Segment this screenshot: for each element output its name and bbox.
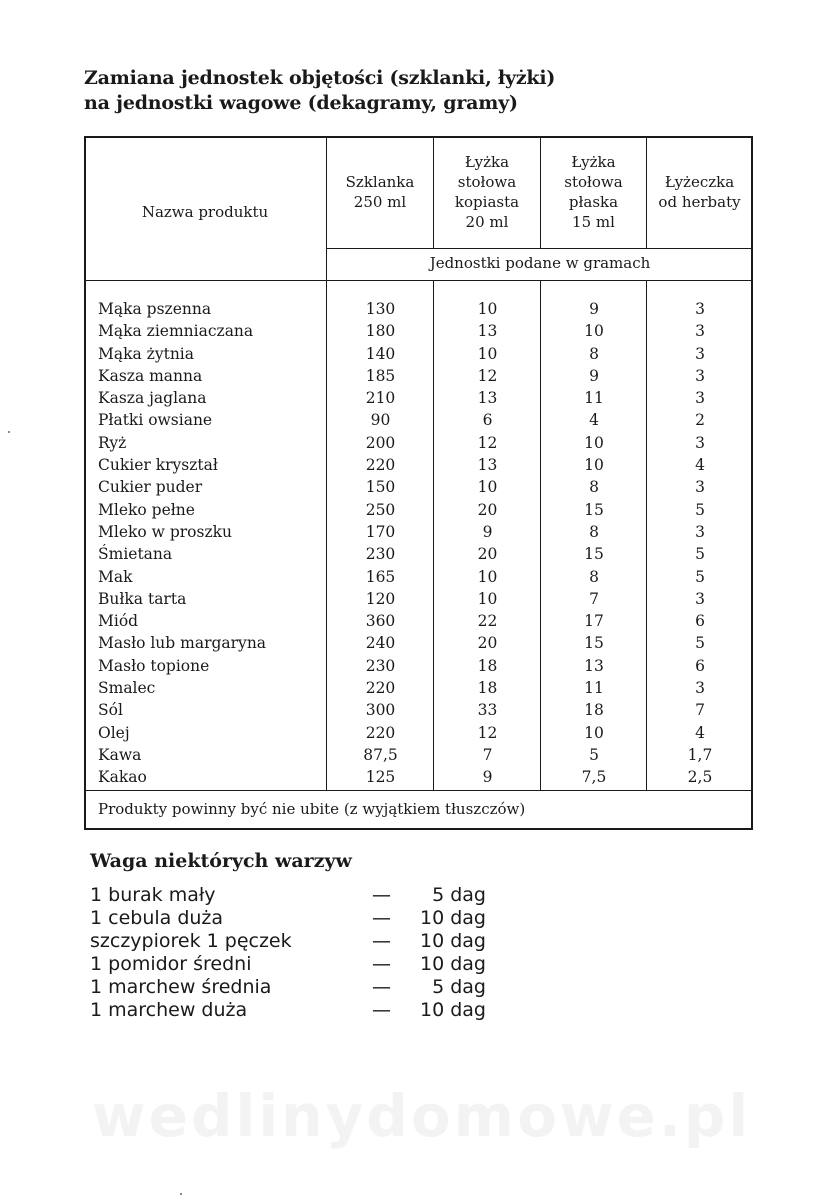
vegetable-weight: 10 dag <box>420 930 486 952</box>
cell-value: 4 <box>589 411 599 430</box>
watermark: wedlinydomowe.pl <box>92 1082 752 1150</box>
cell-value: 12 <box>477 366 498 385</box>
header-lyzka-kopiasta-l2: stołowa <box>457 173 517 191</box>
list-item <box>90 953 510 976</box>
header-lyzka-plaska <box>541 152 646 232</box>
cell-value: 3 <box>695 366 705 385</box>
cell-value: 230 <box>365 545 396 564</box>
cell-value: 11 <box>584 389 604 408</box>
cell-value: 10 <box>477 478 498 497</box>
cell-value: 13 <box>477 389 498 408</box>
cell-value: 9 <box>589 366 599 385</box>
conversion-table <box>84 136 753 830</box>
header-lyzka-plaska-l4: 15 ml <box>572 213 615 231</box>
product-name: Śmietana <box>98 545 173 564</box>
cell-value: 200 <box>365 433 396 452</box>
header-rule-units <box>326 248 753 249</box>
cell-value: 5 <box>695 545 705 564</box>
cell-value: 180 <box>365 322 396 341</box>
cell-value: 10 <box>584 322 604 341</box>
header-product: Nazwa produktu <box>141 203 269 221</box>
cell-value: 125 <box>365 768 396 787</box>
table-row <box>84 766 753 788</box>
separator-dash: — <box>372 953 391 975</box>
cell-value: 20 <box>477 500 498 519</box>
cell-value: 5 <box>695 500 705 519</box>
cell-value: 15 <box>584 634 604 653</box>
cell-value: 5 <box>695 634 705 653</box>
product-name: Smalec <box>98 679 156 698</box>
header-lyzka-plaska-l3: płaska <box>568 193 619 211</box>
title-line-2: na jednostki wagowe (dekagramy, gramy) <box>84 92 518 114</box>
cell-value: 3 <box>695 433 705 452</box>
list-item <box>90 976 510 999</box>
cell-value: 8 <box>589 522 599 541</box>
cell-value: 3 <box>695 589 705 608</box>
footnote-rule <box>84 790 753 791</box>
cell-value: 17 <box>584 612 604 631</box>
table-row <box>84 298 753 320</box>
table-row <box>84 655 753 677</box>
cell-value: 10 <box>584 456 604 475</box>
scan-speck <box>8 431 10 433</box>
cell-value: 360 <box>365 612 396 631</box>
cell-value: 3 <box>695 522 705 541</box>
page-title <box>84 66 724 116</box>
cell-value: 3 <box>695 679 705 698</box>
cell-value: 3 <box>695 389 705 408</box>
vegetable-weight: 10 dag <box>420 999 486 1021</box>
product-name: Cukier puder <box>98 478 203 497</box>
table-row <box>84 499 753 521</box>
cell-value: 12 <box>477 723 498 742</box>
product-name: Sól <box>98 701 123 720</box>
cell-value: 7 <box>589 589 599 608</box>
product-name: Kasza jaglana <box>98 389 207 408</box>
cell-value: 20 <box>477 545 498 564</box>
table-row <box>84 387 753 409</box>
product-name: Kasza manna <box>98 366 203 385</box>
cell-value: 11 <box>584 679 604 698</box>
cell-value: 10 <box>477 300 498 318</box>
cell-value: 33 <box>477 701 498 720</box>
vegetable-name: 1 cebula duża <box>90 907 224 929</box>
cell-value: 7 <box>482 745 493 764</box>
cell-value: 10 <box>584 723 604 742</box>
cell-value: 7 <box>695 701 705 720</box>
product-name: Mleko w proszku <box>98 522 233 541</box>
table-row <box>84 432 753 454</box>
cell-value: 8 <box>589 344 599 363</box>
header-szklanka <box>327 172 433 212</box>
cell-value: 18 <box>477 656 498 675</box>
cell-value: 9 <box>482 768 493 787</box>
cell-value: 18 <box>477 679 498 698</box>
product-name: Mleko pełne <box>98 500 195 519</box>
product-name: Ryż <box>98 433 127 452</box>
cell-value: 300 <box>365 701 396 720</box>
cell-value: 5 <box>589 745 599 764</box>
product-name: Mak <box>98 567 133 586</box>
header-szklanka-l1: Szklanka <box>345 173 415 191</box>
table-row <box>84 699 753 721</box>
cell-value: 13 <box>477 322 498 341</box>
cell-value: 250 <box>365 500 396 519</box>
cell-value: 6 <box>695 656 705 675</box>
cell-value: 120 <box>365 589 396 608</box>
separator-dash: — <box>372 930 391 952</box>
list-item <box>90 907 510 930</box>
units-note: Jednostki podane w gramach <box>429 254 651 272</box>
cell-value: 22 <box>477 612 498 631</box>
header-rule-bottom <box>84 280 753 281</box>
cell-value: 1,7 <box>687 745 713 764</box>
vegetable-name: 1 marchew duża <box>90 999 248 1021</box>
table-row <box>84 521 753 543</box>
separator-dash: — <box>372 884 391 906</box>
cell-value: 240 <box>365 634 396 653</box>
cell-value: 2 <box>695 411 705 430</box>
table-footnote: Produkty powinny być nie ubite (z wyjątkiem tłuszczów) <box>98 800 526 818</box>
cell-value: 8 <box>589 567 599 586</box>
table-row <box>84 409 753 431</box>
product-name: Kakao <box>98 768 147 787</box>
table-border-bottom <box>84 828 753 830</box>
cell-value: 8 <box>589 478 599 497</box>
separator-dash: — <box>372 999 391 1021</box>
product-name: Miód <box>98 612 139 631</box>
vegetable-weight: 5 dag <box>432 976 486 998</box>
cell-value: 6 <box>695 612 705 631</box>
table-row <box>84 543 753 565</box>
cell-value: 10 <box>584 433 604 452</box>
cell-value: 10 <box>477 567 498 586</box>
cell-value: 140 <box>365 344 396 363</box>
table-border-top <box>84 136 753 138</box>
cell-value: 230 <box>365 656 396 675</box>
table-row <box>84 744 753 766</box>
vegetables-title: Waga niektórych warzyw <box>90 850 352 872</box>
product-name: Mąka ziemniaczana <box>98 322 254 341</box>
cell-value: 87,5 <box>363 745 398 764</box>
cell-value: 12 <box>477 433 498 452</box>
cell-value: 9 <box>589 300 599 318</box>
cell-value: 3 <box>695 344 705 363</box>
header-lyzka-kopiasta-l3: kopiasta <box>454 193 520 211</box>
list-item <box>90 884 510 907</box>
product-name: Olej <box>98 723 130 742</box>
list-item <box>90 999 510 1022</box>
header-lyzka-kopiasta-l1: Łyżka <box>464 153 510 171</box>
table-row <box>84 610 753 632</box>
product-name: Bułka tarta <box>98 589 187 608</box>
cell-value: 170 <box>365 522 396 541</box>
header-lyzka-kopiasta-l4: 20 ml <box>465 213 509 231</box>
scan-speck <box>180 1193 182 1195</box>
cell-value: 6 <box>482 411 493 430</box>
vegetable-weight: 10 dag <box>420 953 486 975</box>
cell-value: 3 <box>695 300 705 318</box>
cell-value: 220 <box>365 723 396 742</box>
cell-value: 165 <box>365 567 396 586</box>
cell-value: 15 <box>584 500 604 519</box>
product-name: Mąka pszenna <box>98 300 212 318</box>
cell-value: 2,5 <box>687 768 713 787</box>
vegetable-weight: 10 dag <box>420 907 486 929</box>
product-name: Płatki owsiane <box>98 411 213 430</box>
table-row <box>84 632 753 654</box>
product-name: Cukier kryształ <box>98 456 218 475</box>
vegetable-name: 1 marchew średnia <box>90 976 272 998</box>
header-szklanka-l2: 250 ml <box>353 193 407 211</box>
cell-value: 7,5 <box>581 768 607 787</box>
cell-value: 9 <box>482 522 493 541</box>
list-item <box>90 930 510 953</box>
cell-value: 10 <box>477 589 498 608</box>
header-lyzeczka <box>647 172 752 212</box>
title-line-1: Zamiana jednostek objętości (szklanki, łyżki) <box>84 67 556 89</box>
vegetable-weight: 5 dag <box>432 884 486 906</box>
cell-value: 210 <box>365 389 396 408</box>
header-lyzka-plaska-l1: Łyżka <box>571 153 616 171</box>
header-lyzka-plaska-l2: stołowa <box>564 173 623 191</box>
cell-value: 4 <box>695 456 705 475</box>
product-name: Kawa <box>98 745 142 764</box>
table-row <box>84 588 753 610</box>
cell-value: 20 <box>477 634 498 653</box>
product-name: Masło topione <box>98 656 210 675</box>
cell-value: 5 <box>695 567 705 586</box>
product-name: Masło lub margaryna <box>98 634 267 653</box>
table-row <box>84 722 753 744</box>
header-lyzeczka-l1: Łyżeczka <box>664 173 735 191</box>
cell-value: 10 <box>477 344 498 363</box>
cell-value: 13 <box>477 456 498 475</box>
separator-dash: — <box>372 907 391 929</box>
cell-value: 220 <box>365 679 396 698</box>
cell-value: 185 <box>365 366 396 385</box>
header-lyzka-kopiasta <box>434 152 540 232</box>
table-row <box>84 566 753 588</box>
cell-value: 4 <box>695 723 705 742</box>
table-row <box>84 343 753 365</box>
cell-value: 18 <box>584 701 604 720</box>
table-body <box>84 298 753 789</box>
vegetables-list <box>90 884 510 1022</box>
vegetable-name: 1 burak mały <box>90 884 216 906</box>
separator-dash: — <box>372 976 391 998</box>
cell-value: 15 <box>584 545 604 564</box>
table-row <box>84 320 753 342</box>
vegetable-name: 1 pomidor średni <box>90 953 252 975</box>
cell-value: 90 <box>370 411 391 430</box>
cell-value: 150 <box>365 478 396 497</box>
product-name: Mąka żytnia <box>98 344 195 363</box>
header-lyzeczka-l2: od herbaty <box>658 193 741 211</box>
table-row <box>84 476 753 498</box>
cell-value: 3 <box>695 322 705 341</box>
table-row <box>84 454 753 476</box>
table-row <box>84 677 753 699</box>
cell-value: 13 <box>584 656 604 675</box>
table-row <box>84 365 753 387</box>
cell-value: 130 <box>365 300 396 318</box>
cell-value: 3 <box>695 478 705 497</box>
cell-value: 220 <box>365 456 396 475</box>
vegetable-name: szczypiorek 1 pęczek <box>90 930 292 952</box>
